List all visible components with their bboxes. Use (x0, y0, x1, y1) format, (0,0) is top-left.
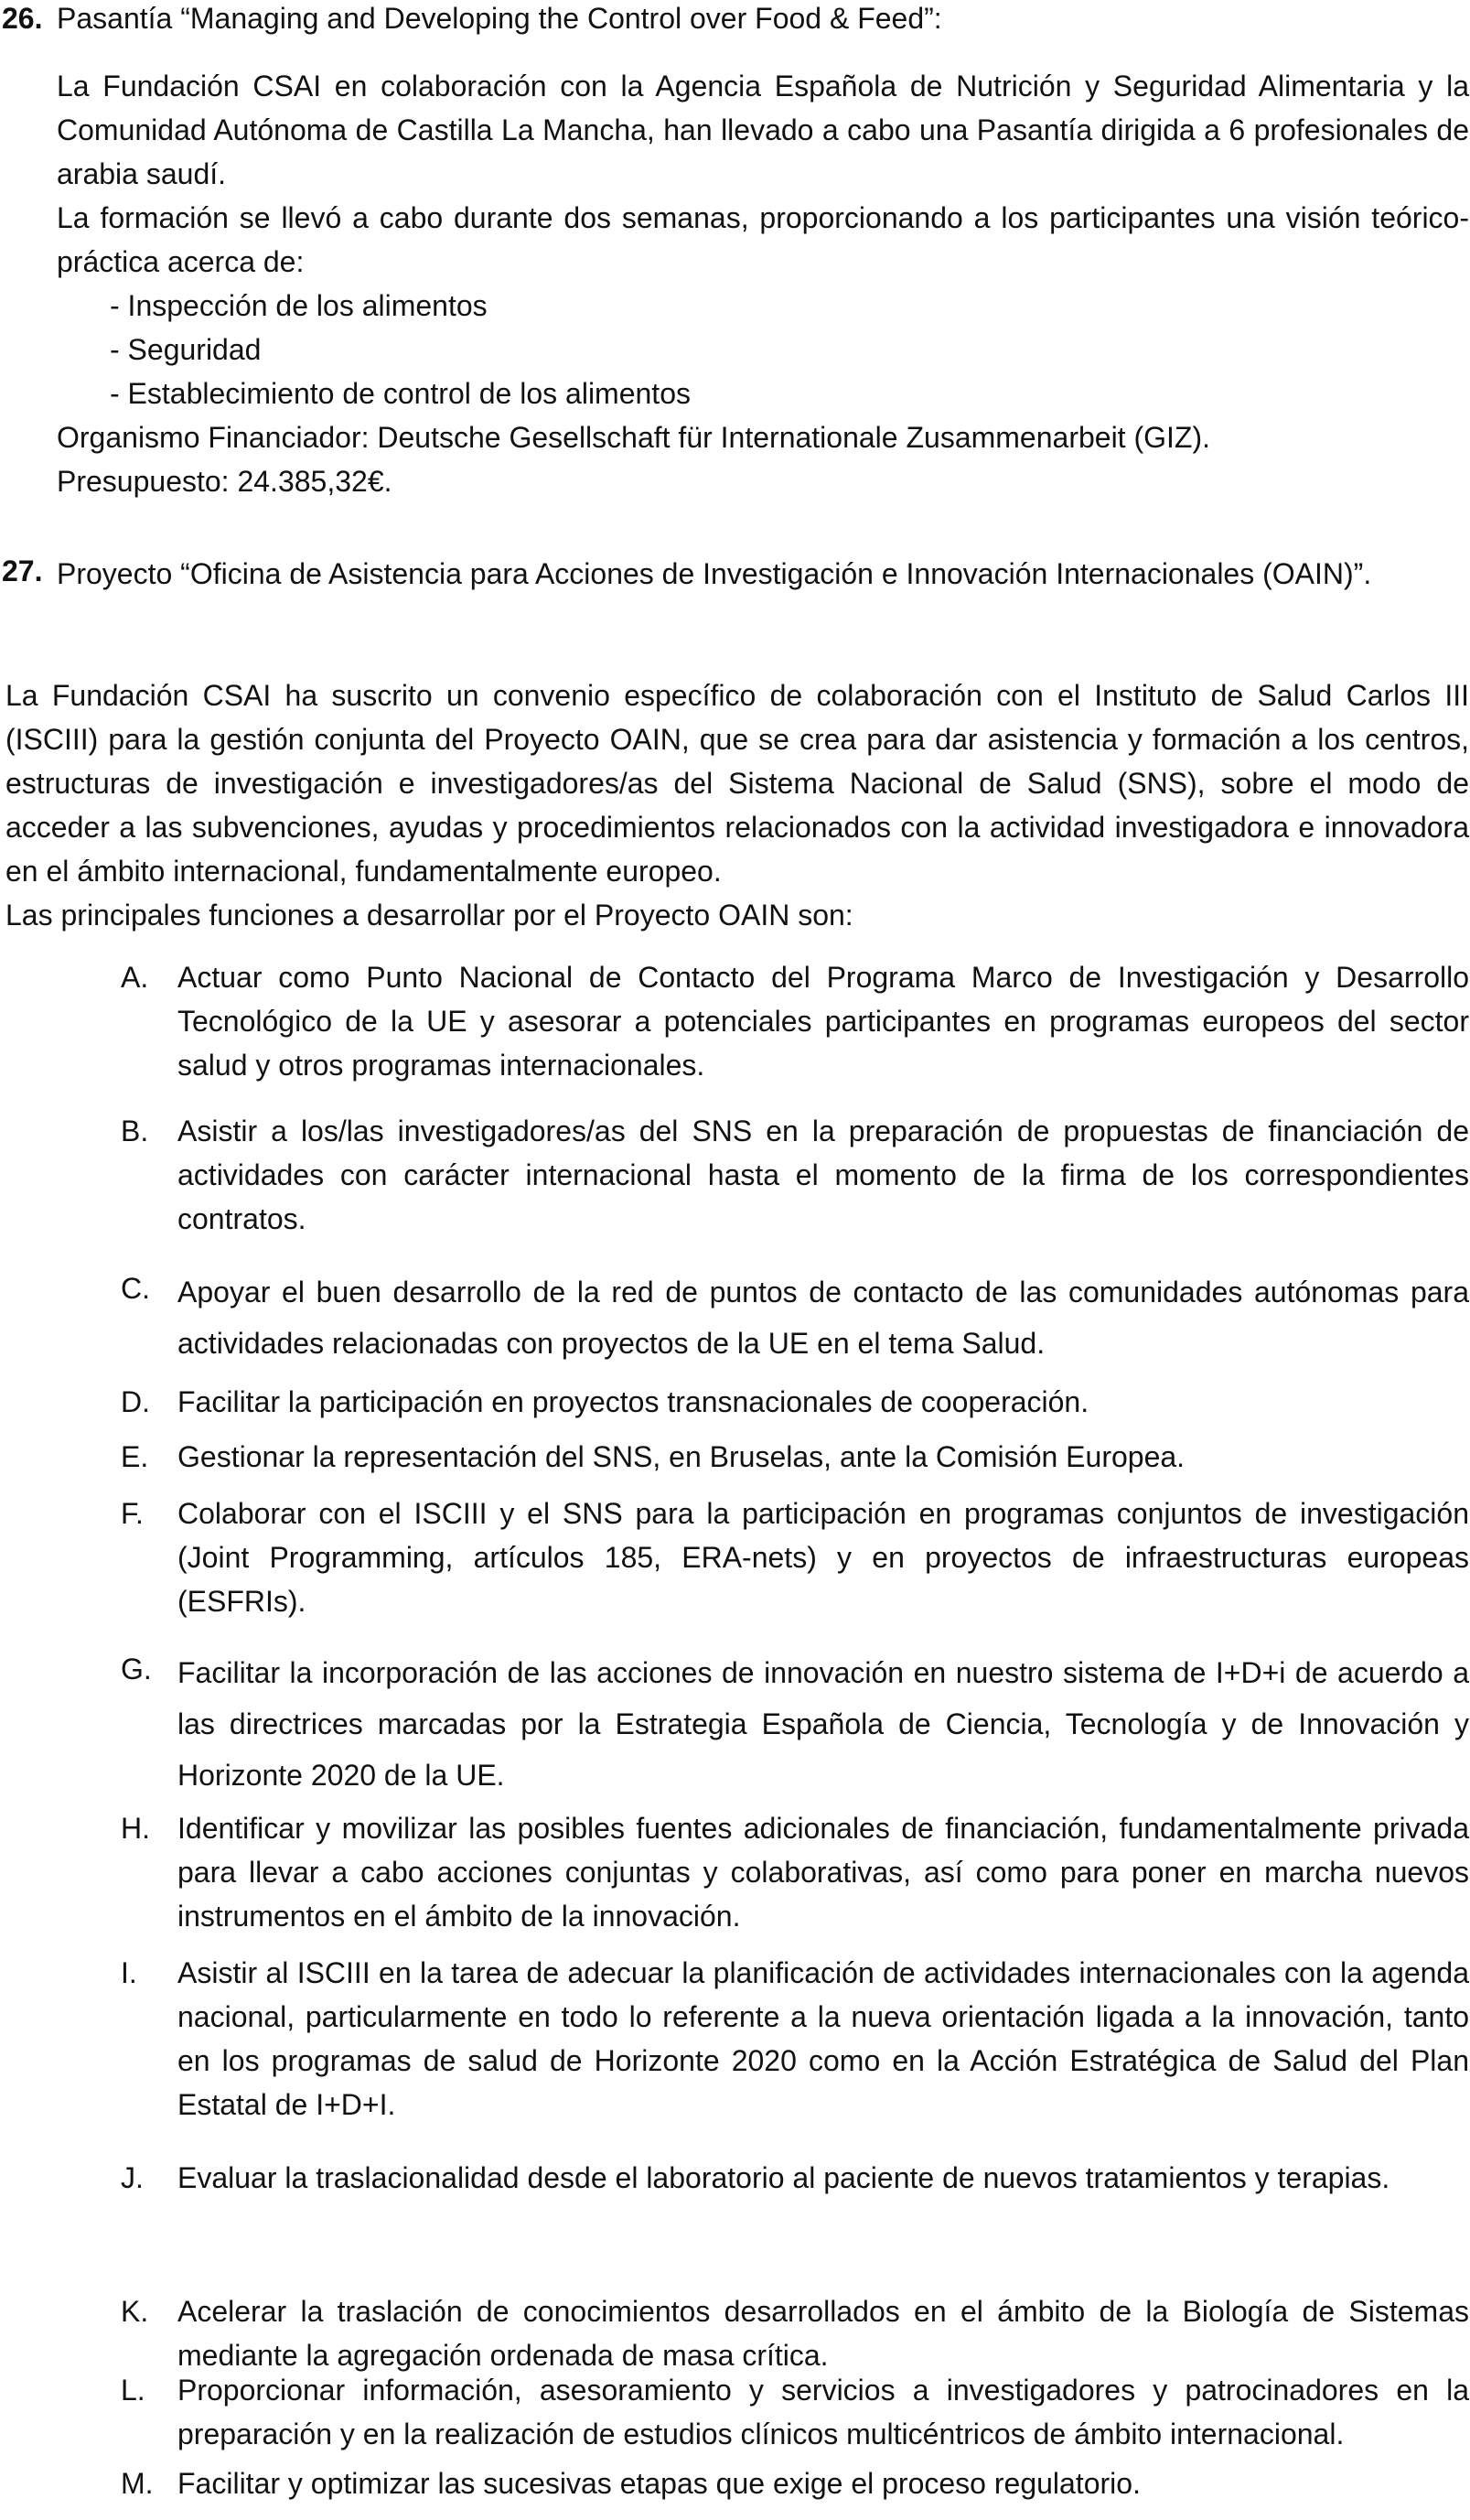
section-26-title: Pasantía “Managing and Developing the Control over Food & Feed”: (57, 2, 942, 35)
list-item-letter: M. (121, 2467, 154, 2500)
list-item-letter: A. (121, 961, 149, 994)
list-item-text: Asistir al ISCIII en la tarea de adecuar la planificación de actividades internacionales con la agenda nacional, particularmente en todo lo referente a la nueva orientación ligada a la innovación, tanto en los programas de salud de Horizonte 2020 como en la Acción Estratégica de Salud del Plan Estatal de I+D+I. (177, 1956, 1469, 2121)
list-item-text: Proporcionar información, asesoramiento y servicios a investigadores y patrocinadores en la preparación y en la realización de estudios clínicos multicéntricos de ámbito internacional. (177, 2374, 1469, 2450)
list-item-text: Acelerar la traslación de conocimientos desarrollados en el ámbito de la Biología de Sistemas mediante la agregación ordenada de masa crítica. (177, 2295, 1469, 2372)
list-item-letter: D. (121, 1385, 150, 1418)
section-27-number: 27. (2, 555, 43, 587)
list-item-letter: K. (121, 2295, 149, 2328)
list-item-letter: L. (121, 2374, 145, 2407)
section-27-functions-intro: Las principales funciones a desarrollar por el Proyecto OAIN son: (5, 899, 853, 932)
list-item-text: Evaluar la traslacionalidad desde el laboratorio al paciente de nuevos tratamientos y terapias. (177, 2161, 1390, 2194)
section-27-intro: La Fundación CSAI ha suscrito un convenio específico de colaboración con el Instituto de Salud Carlos III (ISCIII) para la gestión conjunta del Proyecto OAIN, que se crea para dar asistencia y formación a los centros, estructuras de investigación e investigadores/as del Sistema Nacional de Salud (SNS), sobre el modo de acceder a las subvenciones, ayudas y procedimientos relacionados con la actividad investigadora e innovadora en el ámbito internacional, fundamentalmente europeo. (5, 679, 1469, 888)
list-item-text: Actuar como Punto Nacional de Contacto del Programa Marco de Investigación y Desarrollo Tecnológico de la UE y asesorar a potenciales participantes en programas europeos del sector salud y otros programas internacionales. (177, 961, 1469, 1082)
list-item-text: Apoyar el buen desarrollo de la red de puntos de contacto de las comunidades autónomas para actividades relacionadas con proyectos de la UE en el tema Salud. (177, 1276, 1469, 1360)
section-26-number: 26. (2, 2, 43, 35)
list-item-text: Colaborar con el ISCIII y el SNS para la participación en programas conjuntos de investigación (Joint Programming, artículos 185, ERA-nets) y en proyectos de infraestructuras europeas (ESFRIs). (177, 1497, 1469, 1618)
list-item-letter: B. (121, 1115, 149, 1147)
section-26-bullet: - Inspección de los alimentos (110, 289, 488, 322)
list-item-letter: H. (121, 1812, 150, 1845)
list-item-text: Identificar y movilizar las posibles fuentes adicionales de financiación, fundamentalmente privada para llevar a cabo acciones conjuntas y colaborativas, así como para poner en marcha nuevos instrumentos en el ámbito de la innovación. (177, 1812, 1469, 1933)
list-item-letter: C. (121, 1272, 150, 1305)
list-item-letter: G. (121, 1653, 152, 1685)
list-item-text: Facilitar la participación en proyectos transnacionales de cooperación. (177, 1385, 1089, 1418)
list-item-letter: I. (121, 1956, 137, 1989)
list-item-letter: F. (121, 1497, 144, 1530)
section-26-bullet: - Seguridad (110, 333, 262, 366)
list-item-text: Asistir a los/las investigadores/as del SNS en la preparación de propuestas de financiación de actividades con carácter internacional hasta el momento de la firma de los correspondientes contratos. (177, 1115, 1469, 1235)
list-item-text: Facilitar la incorporación de las acciones de innovación en nuestro sistema de I+D+i de acuerdo a las directrices marcadas por la Estrategia Española de Ciencia, Tecnología y de Innovación y Horizonte 2020 de la UE. (177, 1656, 1469, 1792)
list-item-letter: J. (121, 2161, 144, 2194)
list-item-letter: E. (121, 1440, 149, 1473)
list-item-text: Facilitar y optimizar las sucesivas etapas que exige el proceso regulatorio. (177, 2467, 1141, 2500)
section-27-title: Proyecto “Oficina de Asistencia para Acciones de Investigación e Innovación Internacionales (OAIN)”. (57, 557, 1372, 590)
section-26-intro: La Fundación CSAI en colaboración con la Agencia Española de Nutrición y Seguridad Alimentaria y la Comunidad Autónoma de Castilla La Mancha, han llevado a cabo una Pasantía dirigida a 6 profesionales de arabia saudí. (57, 70, 1469, 190)
section-26-training: La formación se llevó a cabo durante dos semanas, proporcionando a los participantes una visión teórico-práctica acerca de: (57, 201, 1469, 278)
section-26-budget: Presupuesto: 24.385,32€. (57, 465, 392, 498)
list-item-text: Gestionar la representación del SNS, en Bruselas, ante la Comisión Europea. (177, 1440, 1186, 1473)
section-26-bullet: - Establecimiento de control de los alimentos (110, 377, 691, 410)
section-26-funder: Organismo Financiador: Deutsche Gesellschaft für Internationale Zusammenarbeit (GIZ). (57, 421, 1210, 454)
